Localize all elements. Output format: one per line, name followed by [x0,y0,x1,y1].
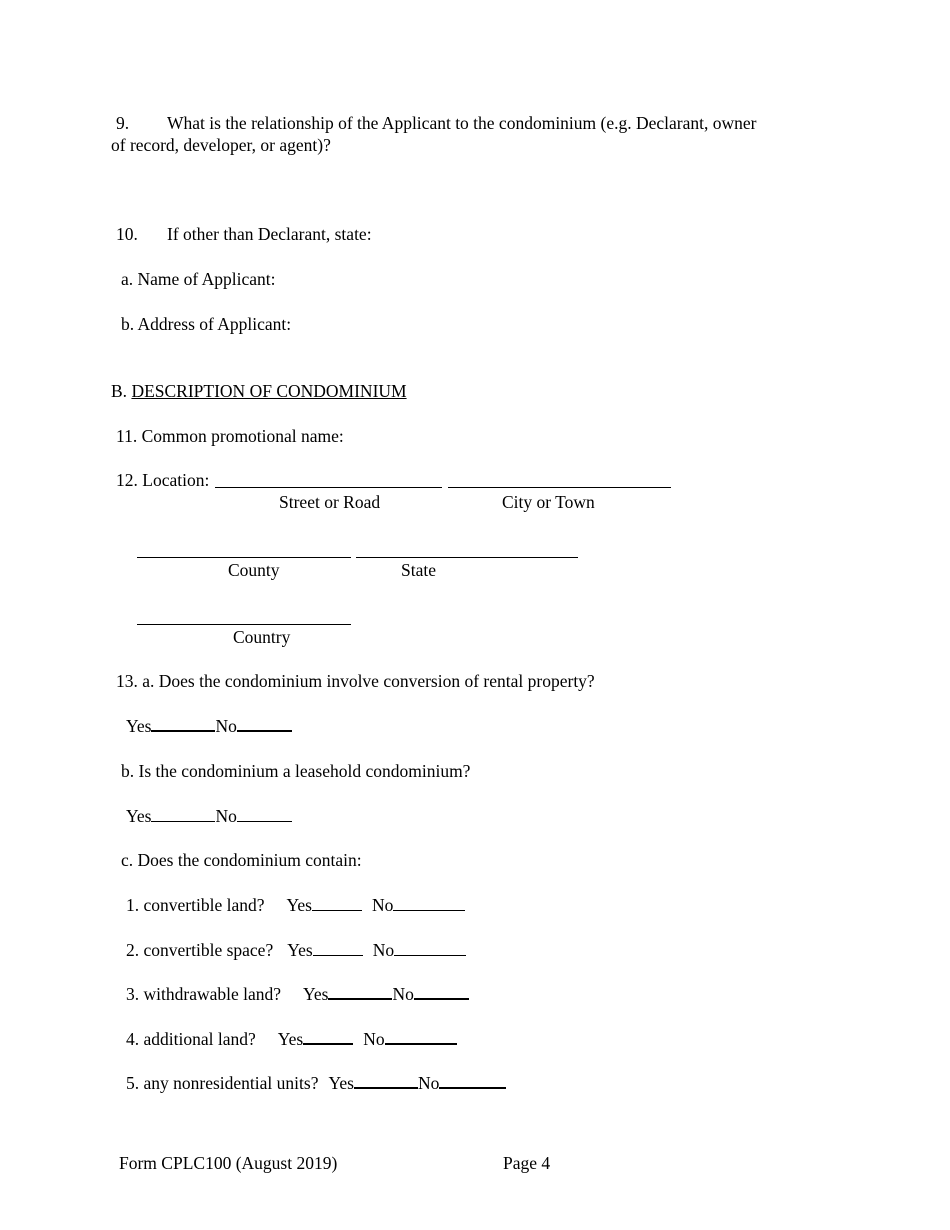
q13c-item-5 [126,1073,506,1093]
q9-text-line2: of record, developer, or agent)? [111,135,331,155]
q13c-item-4 [126,1029,457,1049]
q9-text-line1: What is the relationship of the Applicant to the condominium (e.g. Declarant, owner [167,113,757,133]
item-label: 5. any nonresidential units? [126,1073,319,1093]
city-or-town-line[interactable] [448,487,671,488]
yes-label: Yes [287,940,313,960]
item-3-no-blank[interactable] [414,984,469,1000]
item-label: 1. convertible land? [126,895,265,915]
q10-number: 10. [116,224,138,244]
section-b-title: DESCRIPTION OF CONDOMINIUM [131,381,407,401]
county-line[interactable] [137,557,351,558]
q13c-item-2 [126,940,466,960]
q10-text: If other than Declarant, state: [167,224,372,244]
q12-location-label: 12. Location: [116,470,210,490]
no-label: No [215,806,237,826]
item-5-yes-blank[interactable] [354,1073,418,1089]
yes-label: Yes [303,984,329,1004]
q13a-no-blank[interactable] [237,716,292,732]
yes-label: Yes [126,806,152,826]
country-line[interactable] [137,624,351,625]
q9-number: 9. [116,113,130,133]
item-2-no-blank[interactable] [394,941,466,956]
q10-name-of-applicant: a. Name of Applicant: [121,269,276,289]
state-line[interactable] [356,557,578,558]
q13b-question: b. Is the condominium a leasehold condominium? [121,761,471,781]
no-label: No [392,984,414,1004]
street-or-road-line[interactable] [215,487,442,488]
no-label: No [215,716,237,736]
item-5-no-blank[interactable] [439,1073,506,1089]
q13a-answer-row [126,716,292,736]
yes-label: Yes [328,1073,354,1093]
no-label: No [417,1073,440,1093]
q13c-item-1 [126,895,465,915]
q13c-question: c. Does the condominium contain: [121,850,362,870]
yes-label: Yes [277,1029,304,1049]
footer-form-id: Form CPLC100 (August 2019) [119,1153,338,1173]
item-2-yes-blank[interactable] [313,941,363,956]
q13c-item-3 [126,984,469,1004]
footer-page-number: Page 4 [503,1153,551,1173]
no-label: No [363,1029,385,1049]
section-b-heading [111,381,407,401]
section-b-prefix: B. [111,381,128,401]
q11-promotional-name: 11. Common promotional name: [116,426,344,446]
city-or-town-caption: City or Town [502,492,595,512]
q13b-answer-row [126,806,292,826]
yes-label: Yes [126,716,152,736]
q13a-question: 13. a. Does the condominium involve conversion of rental property? [116,671,595,691]
yes-label: Yes [286,895,312,915]
state-caption: State [401,560,436,580]
item-4-no-blank[interactable] [385,1029,457,1045]
no-label: No [372,940,395,960]
q13a-yes-blank[interactable] [151,716,215,732]
q13b-no-blank[interactable] [237,807,292,822]
item-1-yes-blank[interactable] [312,896,362,911]
item-1-no-blank[interactable] [393,896,465,911]
q10-address-of-applicant: b. Address of Applicant: [121,314,292,334]
item-4-yes-blank[interactable] [303,1029,353,1045]
county-caption: County [228,560,280,580]
q13b-yes-blank[interactable] [151,807,215,822]
item-label: 2. convertible space? [126,940,274,960]
item-3-yes-blank[interactable] [328,984,392,1000]
item-label: 3. withdrawable land? [126,984,282,1004]
no-label: No [371,895,394,915]
country-caption: Country [233,627,291,647]
item-label: 4. additional land? [126,1029,256,1049]
street-or-road-caption: Street or Road [279,492,381,512]
